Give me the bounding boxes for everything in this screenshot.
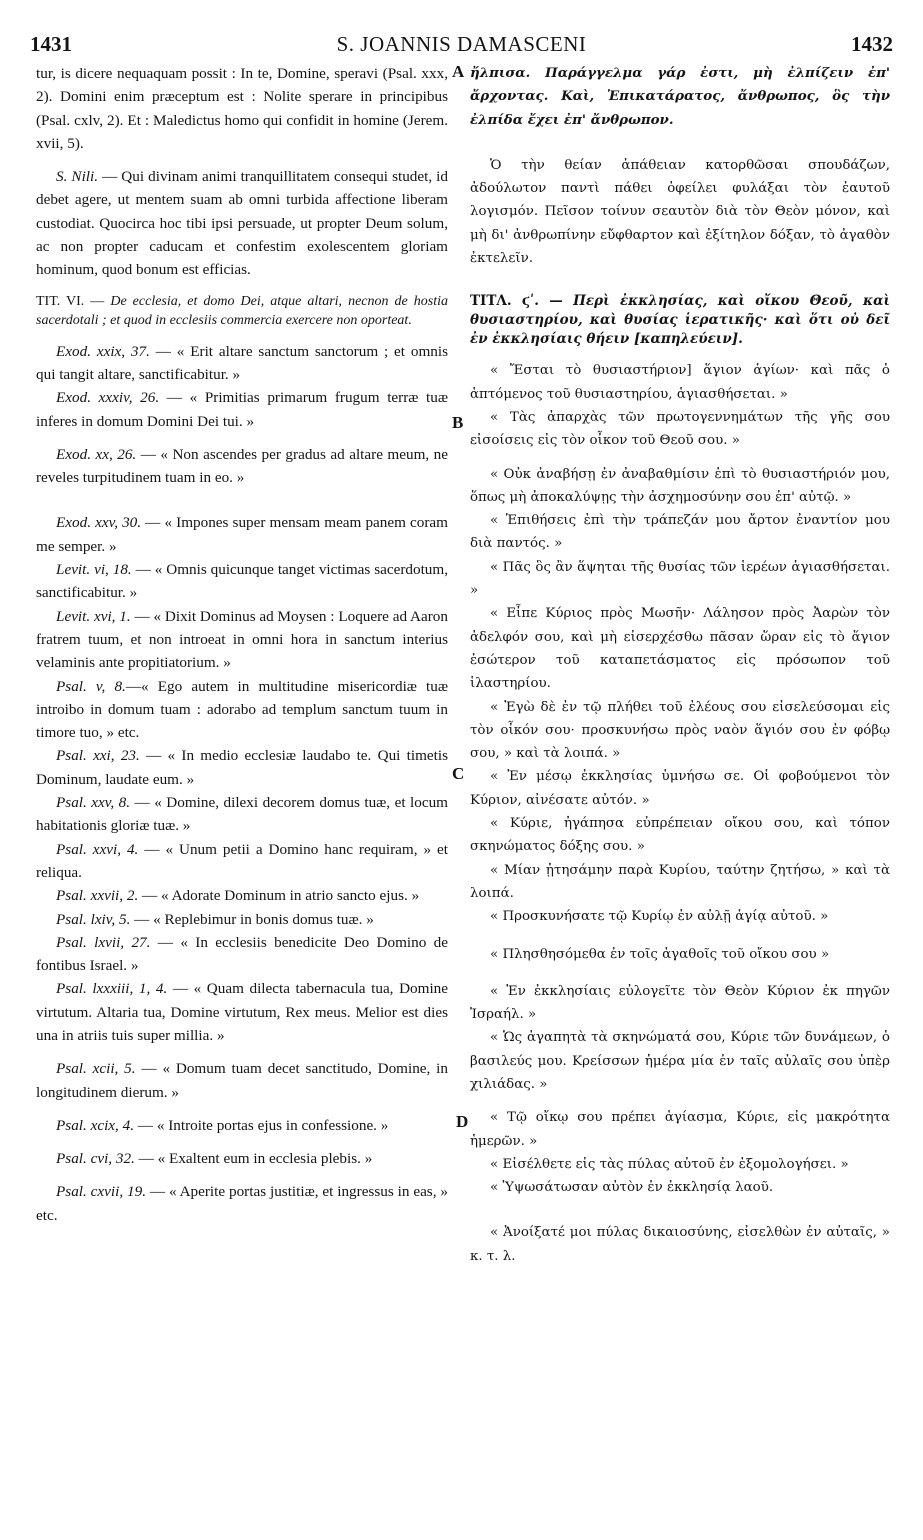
latin-entry: Psal. xxvii, 2. — « Adorate Dominum in atrio sancto ejus. » (56, 887, 420, 905)
greek-entry: « Μίαν ᾐτησάμην παρὰ Κυρίου, ταύτην ζητήσω, » καὶ τὰ λοιπά. (470, 862, 890, 901)
source-reference: S. Nili. (56, 168, 99, 186)
greek-entry: « Ὑψωσάτωσαν αὐτὸν ἐν ἐκκλησίᾳ λαοῦ. (490, 1180, 774, 1196)
margin-marker-c: C (452, 764, 465, 783)
greek-entry: « Ἐν μέσῳ ἐκκλησίας ὑμνήσω σε. Οἱ φοβούμενοι τὸν Κύριον, αἰνέσατε αὐτόν. » (470, 769, 890, 808)
latin-entry: Psal. lxiv, 5. — « Replebimur in bonis domus tuæ. » (56, 910, 374, 928)
latin-entry: Psal. xcix, 4. — « Introite portas ejus in confessione. » (56, 1116, 389, 1134)
greek-entry: « Ἐγὼ δὲ ἐν τῷ πλήθει τοῦ ἐλέους σου εἰσελεύσομαι εἰς τὸν οἶκόν σου· προσκυνήσω πρὸς ναὸν ἅγιόν σου ἐν φόβῳ σου, » καὶ τὰ λοιπά. » (470, 699, 890, 762)
greek-entry: « Οὐκ ἀναβήσῃ ἐν ἀναβαθμίσιν ἐπὶ τὸ θυσιαστήριόν μου, ὅπως μὴ ἀποκαλύψῃς τὴν ἀσχημοσύνην σου ἐπ' αὐτῷ. » (470, 466, 890, 505)
latin-entry: Psal. xxi, 23. — « In medio ecclesiæ laudabo te. Qui timetis Dominum, laudate eum. » (36, 747, 448, 788)
margin-marker-a: A (452, 62, 465, 81)
latin-entry: Psal. lxvii, 27. — « In ecclesiis benedicite Deo Domino de fontibus Israel. » (36, 933, 448, 975)
section-heading-latin (36, 292, 448, 330)
page-number-left: 1431 (30, 32, 72, 56)
latin-paragraph (36, 165, 448, 281)
greek-entry: « Ἐν ἐκκλησίαις εὐλογεῖτε τὸν Θεὸν Κύριον ἐκ πηγῶν Ἰσραήλ. » (470, 983, 890, 1023)
section-label: ΤΙΤΛ. ϛʹ. — (470, 293, 574, 310)
greek-entry: « Τὰς ἀπαρχὰς τῶν πρωτογεννημάτων τῆς γῆς σου εἰσοίσεις εἰς τὸν οἶκον τοῦ Θεοῦ σου. » (470, 409, 890, 449)
greek-entry: « Ἔσται τὸ θυσιαστήριον] ἅγιον ἁγίων· καὶ πᾶς ὁ ἁπτόμενος τοῦ θυσιαστηρίου, ἁγιασθήσεται. » (470, 363, 890, 402)
greek-entry: « Πᾶς ὃς ἂν ἅψηται τῆς θυσίας τῶν ἱερέων ἁγιασθήσεται. » (470, 559, 890, 599)
latin-entry: Exod. xxv, 30. — « Impones super mensam meam panem coram me semper. » (36, 514, 448, 555)
greek-paragraph: ἤλπισα. Παράγγελμα γάρ ἐστι, μὴ ἐλπίζειν ἐπ' ἄρχοντας. Καὶ, Ἐπικατάρατος, ἄνθρωπος, ὃς τὴν ἐλπίδα ἔχει ἐπ' ἄνθρωπον. (470, 65, 890, 128)
greek-entry: « Προσκυνήσατε τῷ Κυρίῳ ἐν αὐλῇ ἁγίᾳ αὐτοῦ. » (490, 909, 829, 925)
latin-entry: Levit. vi, 18. — « Omnis quicunque tanget victimas sacerdotum, sanctificabitur. » (36, 561, 449, 602)
greek-column (470, 62, 890, 1510)
margin-marker-d: D (456, 1112, 469, 1131)
greek-entry: « Τῷ οἴκῳ σου πρέπει ἁγίασμα, Κύριε, εἰς μακρότητα ἡμερῶν. » (470, 1110, 890, 1149)
margin-marker-b: B (452, 413, 464, 432)
section-heading-greek (470, 292, 890, 349)
greek-entry: « Εἶπε Κύριος πρὸς Μωσῆν· Λάλησον πρὸς Ἀαρὼν τὸν ἀδελφόν σου, καὶ μὴ εἰσερχέσθω πᾶσαν ὥραν εἰς τὸ ἅγιον ἐσώτερον τοῦ καταπετάσματος εἰς πρόσωπον τοῦ ἱλαστηρίου. (470, 606, 890, 692)
latin-entry: Psal. xxvi, 4. — « Unum petii a Domino hanc requiram, » et reliqua. (36, 840, 448, 881)
latin-entry: Psal. xcii, 5. — « Domum tuam decet sanctitudo, Domine, in longitudinem dierum. » (36, 1060, 448, 1101)
greek-entry: « Ἐπιθήσεις ἐπὶ τὴν τράπεζάν μου ἄρτον ἐναντίον μου διὰ παντός. » (470, 513, 890, 552)
latin-text: — Qui divinam animi tranquillitatem consequi studet, id debet agere, ut mentem suam ab omni turbida affectione liberam custodiat. Quocirca hoc tibi ipsi persuade, ut propter Deum solum, ac non propter caducam et confestim exolescentem gloriam hominum, quod bonum est efficias. (36, 168, 448, 279)
latin-entry: Exod. xxix, 37. — « Erit altare sanctum sanctorum ; et omnis qui tangit altare, sanctificabitur. » (36, 342, 448, 383)
running-title: S. JOANNIS DAMASCENI (336, 32, 587, 56)
latin-column (36, 62, 448, 1510)
latin-paragraph: tur, is dicere nequaquam possit : In te, Domine, speravi (Psal. xxx, 2). Domini enim præceptum est : Nolite sperare in principibus (Psal. cxlv, 2). Et : Maledictus homo qui confidit in homine (Jerem. xvii, 5). (36, 65, 448, 152)
greek-entry: « Κύριε, ἠγάπησα εὐπρέπειαν οἴκου σου, καὶ τόπον σκηνώματος δόξης σου. » (470, 816, 890, 855)
greek-entry: « Ἀνοίξατέ μοι πύλας δικαιοσύνης, εἰσελθὼν ἐν αὐταῖς, » κ. τ. λ. (470, 1225, 890, 1264)
latin-entry: Psal. lxxxiii, 1, 4. — « Quam dilecta tabernacula tua, Domine virtutum. Altaria tua, Domine virtutum, Rex meus. Melior est dies una in atriis tuis super millia. » (36, 980, 448, 1044)
latin-entry: Psal. xxv, 8. — « Domine, dilexi decorem domus tuæ, et locum habitationis gloriæ tuæ. » (36, 794, 448, 835)
latin-entry: Levit. xvi, 1. — « Dixit Dominus ad Moysen : Loquere ad Aaron fratrem tuum, et non introeat in omni hora in sanctum interius velaminis ante propitiatorium. » (36, 607, 448, 672)
greek-paragraph: Ὁ τὴν θείαν ἀπάθειαν κατορθῶσαι σπουδάζων, ἀδούλωτον παντὶ πάθει ὀφείλει φυλάξαι τὸν ἑαυτοῦ λογισμόν. Πεῖσον τοίνυν σεαυτὸν διὰ τὸν Θεὸν μόνον, καὶ μὴ δι' ἀνθρωπίνην εὔφθαρτον καὶ ἐξίτηλον δόξαν, τὸ ἀγαθὸν ἐκτελεῖν. (470, 157, 890, 267)
latin-entry: Psal. cvi, 32. — « Exaltent eum in ecclesia plebis. » (56, 1150, 373, 1168)
latin-entry: Psal. v, 8.—« Ego autem in multitudine misericordiæ tuæ introibo in domum tuam : adorabo ad templum sanctum tuum in timore tuo, » etc. (36, 677, 448, 742)
section-label: TIT. VI. — (36, 293, 111, 309)
greek-entry: « Ὡς ἀγαπητὰ τὰ σκηνώματά σου, Κύριε τῶν δυνάμεων, ὁ βασιλεύς μου. Κρείσσων ἡμέρα μία ἐν ταῖς αὐλαῖς σου ὑπὲρ χιλιάδας. » (470, 1030, 890, 1092)
page-header (30, 32, 893, 60)
page-number-right: 1432 (851, 32, 893, 56)
section-title: De ecclesia, et domo Dei, atque altari, necnon de hostia sacerdotali ; et quod in ecclesiis commercia exercere non oporteat. (36, 293, 448, 328)
latin-entry: Exod. xxxiv, 26. — « Primitias primarum frugum terræ tuæ inferes in domum Domini Dei tui. » (36, 389, 448, 430)
section-title: Περὶ ἐκκλησίας, καὶ οἴκου Θεοῦ, καὶ θυσιαστηρίου, καὶ θυσίας ἱερατικῆς· καὶ ὅτι οὐ δεῖ ἐν ἐκκλησίαις θήειν [καπηλεύειν]. (470, 293, 890, 348)
greek-entry: « Πλησθησόμεθα ἐν τοῖς ἀγαθοῖς τοῦ οἴκου σου » (490, 946, 830, 962)
latin-entry: Exod. xx, 26. — « Non ascendes per gradus ad altare meum, ne reveles turpitudinem tuam in eo. » (36, 445, 448, 487)
latin-entry: Psal. cxvii, 19. — « Aperite portas justitiæ, et ingressus in eas, » etc. (36, 1183, 448, 1224)
greek-entry: « Εἰσέλθετε εἰς τὰς πύλας αὐτοῦ ἐν ἐξομολογήσει. » (490, 1156, 849, 1172)
